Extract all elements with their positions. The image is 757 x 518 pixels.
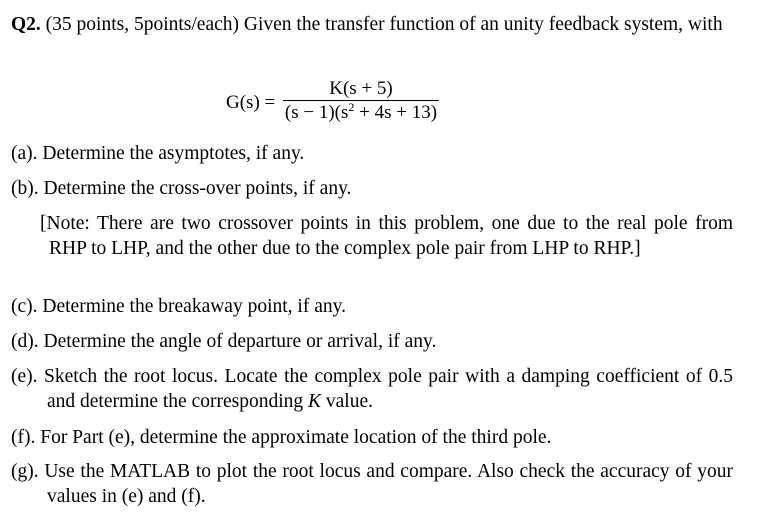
denominator-part-b: + 4s + 13) (354, 102, 438, 123)
fraction-bar (283, 100, 439, 101)
part-e-k: K (308, 391, 322, 412)
denominator-part-a: (s − 1)(s (284, 102, 349, 123)
question-header (11, 12, 741, 37)
denominator-exponent: 2 (348, 100, 355, 114)
part-f: (f). For Part (e), determine the approximate location of the third pole. (11, 427, 552, 448)
note-block (40, 211, 733, 261)
question-number: Q2. (11, 14, 41, 35)
part-g-text: (g). Use the MATLAB to plot the root locus and compare. Also check the accuracy of your values in (e) and (f). (11, 461, 733, 507)
part-e-text (11, 364, 733, 414)
part-d: (d). Determine the angle of departure or arrival, if any. (11, 331, 437, 352)
equation-lhs: G(s) = (226, 92, 276, 113)
part-e-text-a: (e). Sketch the root locus. Locate the complex pole pair with a damping coefficient of 0.5 and determine the corresponding (11, 366, 733, 412)
equation-denominator (283, 102, 439, 124)
part-e (11, 364, 733, 414)
part-g (11, 459, 733, 509)
part-c: (c). Determine the breakaway point, if any. (11, 296, 346, 317)
question-intro: (35 points, 5points/each) Given the transfer function of an unity feedback system, with (40, 14, 723, 35)
part-b: (b). Determine the cross-over points, if any. (11, 178, 352, 199)
note-text: [Note: There are two crossover points in this problem, one due to the real pole from RHP to LHP, and the other due to the complex pole pair from LHP to RHP.] (40, 213, 733, 259)
equation-numerator: K(s + 5) (329, 78, 393, 99)
part-a: (a). Determine the asymptotes, if any. (11, 143, 305, 164)
part-e-text-b: value. (321, 391, 373, 412)
